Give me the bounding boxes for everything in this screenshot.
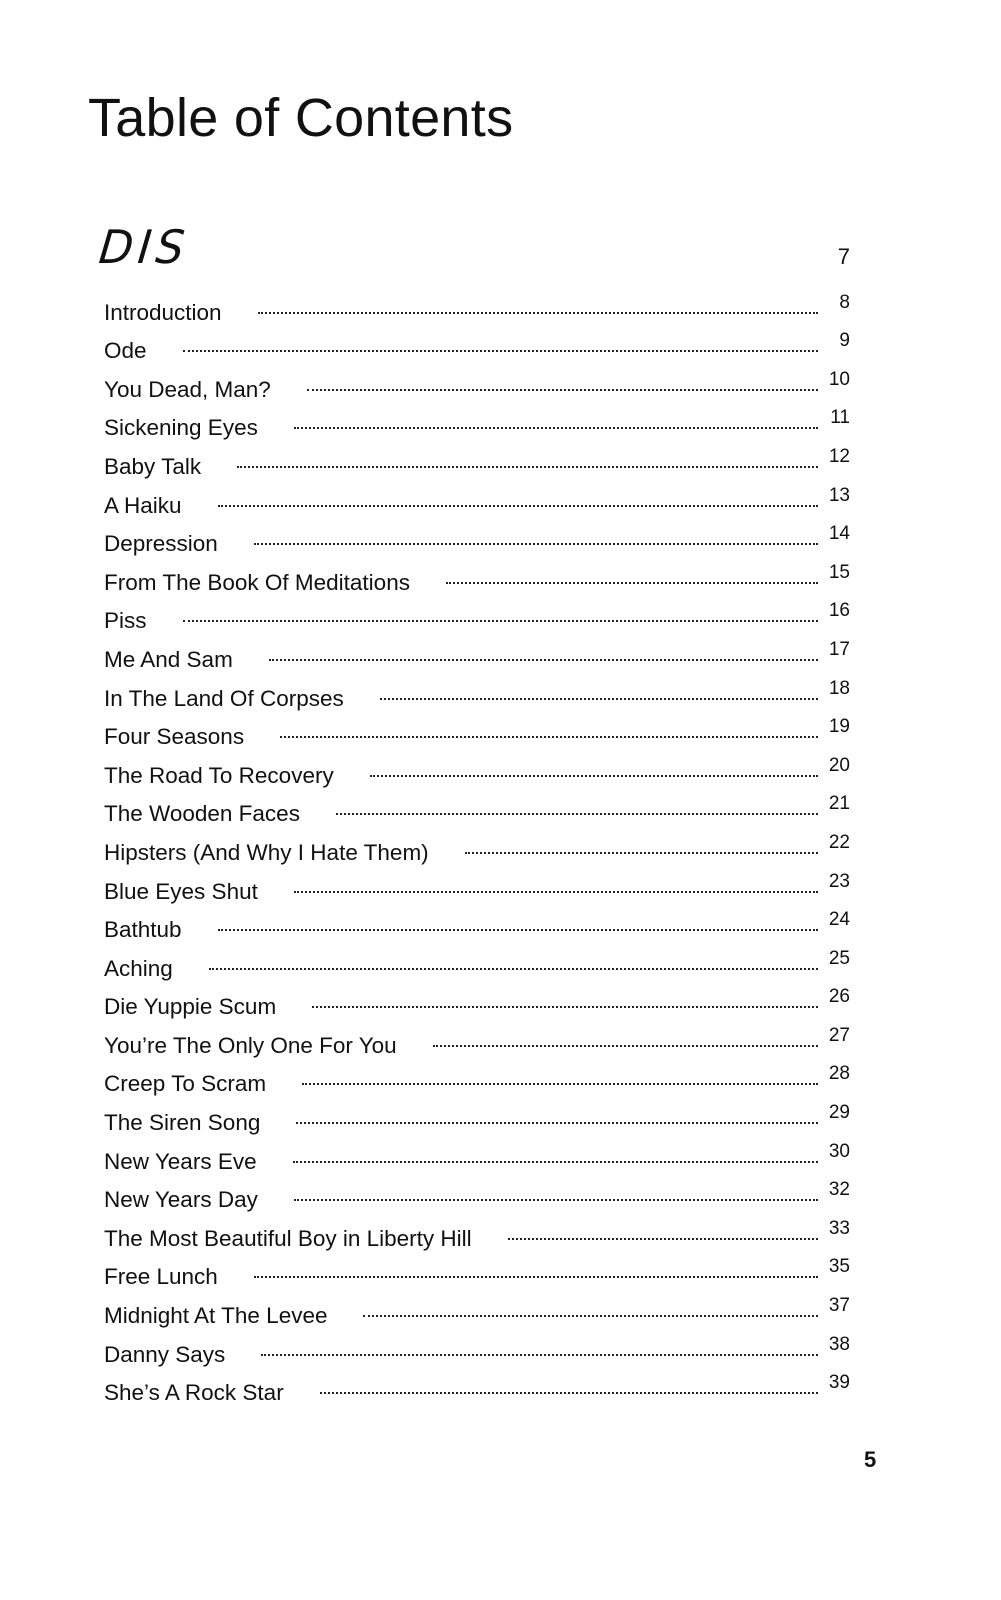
dot-leader — [280, 736, 818, 738]
dot-leader — [254, 543, 818, 545]
toc-entry — [104, 674, 850, 713]
dot-leader — [294, 1199, 818, 1201]
dot-leader — [465, 852, 818, 854]
toc-entry-title: She’s A Rock Star — [104, 1380, 284, 1406]
toc-entry — [104, 1060, 850, 1099]
dot-leader — [258, 312, 818, 314]
toc-entry-title: Introduction — [104, 299, 222, 325]
toc-entry-title: Midnight At The Levee — [104, 1303, 328, 1329]
toc-entry-page: 25 — [828, 947, 850, 969]
dot-leader — [218, 929, 818, 931]
dot-leader — [261, 1354, 818, 1356]
toc-entry — [104, 983, 850, 1022]
dot-leader — [294, 427, 818, 429]
toc-entry-title: A Haiku — [104, 492, 182, 518]
toc-entry — [104, 327, 850, 366]
dot-leader — [209, 968, 818, 970]
toc-entry-page: 15 — [828, 561, 850, 583]
toc-entry — [104, 365, 850, 404]
toc-entry-page: 21 — [828, 793, 850, 815]
toc-entry — [104, 1176, 850, 1215]
toc-entry-page: 12 — [828, 445, 850, 467]
toc-entry-page: 28 — [828, 1063, 850, 1085]
toc-entry — [104, 1098, 850, 1137]
page-title: Table of Contents — [88, 88, 514, 148]
toc-entry-title: Free Lunch — [104, 1264, 218, 1290]
toc-entry — [104, 1291, 850, 1330]
toc-entry-title: Four Seasons — [104, 724, 245, 750]
toc-entry — [104, 404, 850, 443]
toc-entry-page: 8 — [839, 291, 850, 313]
toc-entry-page: 24 — [828, 909, 850, 931]
toc-entry — [104, 597, 850, 636]
toc-entry-page: 9 — [839, 330, 850, 352]
toc-entry — [104, 713, 850, 752]
toc-entry — [104, 1214, 850, 1253]
toc-entry — [104, 520, 850, 559]
dot-leader — [183, 350, 818, 352]
toc-entry — [104, 1137, 850, 1176]
dot-leader — [293, 1161, 818, 1163]
toc-entry — [104, 481, 850, 520]
toc-entry-page: 13 — [828, 484, 850, 506]
toc-entry-title: Bathtub — [104, 917, 182, 943]
toc-entry-page: 30 — [828, 1140, 850, 1162]
dot-leader — [183, 620, 818, 622]
toc-entry-title: Sickening Eyes — [104, 415, 258, 441]
dot-leader — [508, 1238, 818, 1240]
toc-entry-title: The Road To Recovery — [104, 762, 334, 788]
toc-entry-title: Blue Eyes Shut — [104, 878, 258, 904]
toc-entry — [104, 1330, 850, 1369]
toc-entry-title: Depression — [104, 531, 218, 557]
toc-entry-title: Hipsters (And Why I Hate Them) — [104, 839, 429, 865]
toc-entry — [104, 1369, 850, 1408]
toc-entry-title: Baby Talk — [104, 453, 202, 479]
toc-entry-title: The Most Beautiful Boy in Liberty Hill — [104, 1225, 472, 1251]
toc-entry-page: 22 — [828, 831, 850, 853]
toc-entry-title: New Years Eve — [104, 1148, 257, 1174]
dot-leader — [218, 505, 818, 507]
toc-entry-page: 33 — [828, 1217, 850, 1239]
toc-entry — [104, 906, 850, 945]
toc-entry — [104, 867, 850, 906]
toc-entry-page: 23 — [828, 870, 850, 892]
toc-entry-page: 10 — [828, 368, 850, 390]
toc-entry-page: 19 — [828, 716, 850, 738]
toc-entry-page: 38 — [828, 1333, 850, 1355]
toc-entry-page: 27 — [828, 1024, 850, 1046]
toc-list — [104, 288, 850, 1407]
toc-entry-title: Ode — [104, 338, 147, 364]
dot-leader — [370, 775, 818, 777]
toc-entry — [104, 751, 850, 790]
toc-entry-page: 17 — [828, 638, 850, 660]
toc-entry-page: 35 — [828, 1256, 850, 1278]
section-page-number: 7 — [837, 244, 850, 269]
dot-leader — [363, 1315, 818, 1317]
toc-entry-page: 37 — [828, 1295, 850, 1317]
toc-entry-title: New Years Day — [104, 1187, 258, 1213]
toc-entry-title: Me And Sam — [104, 646, 233, 672]
page-number: 5 — [864, 1447, 877, 1472]
toc-entry — [104, 790, 850, 829]
toc-entry-page: 16 — [828, 600, 850, 622]
dot-leader — [320, 1392, 818, 1394]
dot-leader — [336, 813, 818, 815]
toc-entry-page: 32 — [828, 1179, 850, 1201]
toc-entry — [104, 1253, 850, 1292]
toc-entry — [104, 1021, 850, 1060]
toc-entry-title: Piss — [104, 608, 147, 634]
toc-entry — [104, 828, 850, 867]
toc-entry-title: Aching — [104, 955, 173, 981]
toc-entry-title: In The Land Of Corpses — [104, 685, 344, 711]
toc-entry — [104, 442, 850, 481]
dot-leader — [294, 891, 818, 893]
dot-leader — [446, 582, 818, 584]
toc-entry-title: From The Book Of Meditations — [104, 569, 410, 595]
dot-leader — [433, 1045, 818, 1047]
toc-entry-page: 14 — [828, 523, 850, 545]
toc-entry-page: 29 — [828, 1102, 850, 1124]
toc-entry — [104, 635, 850, 674]
dot-leader — [380, 698, 818, 700]
toc-entry-page: 11 — [830, 407, 850, 429]
toc-entry — [104, 558, 850, 597]
dot-leader — [307, 389, 818, 391]
toc-entry-page: 39 — [828, 1372, 850, 1394]
toc-entry-title: Creep To Scram — [104, 1071, 267, 1097]
dot-leader — [302, 1083, 818, 1085]
toc-entry-page: 20 — [828, 754, 850, 776]
dot-leader — [254, 1276, 818, 1278]
toc-entry-title: You Dead, Man? — [104, 376, 271, 402]
toc-entry-title: The Siren Song — [104, 1110, 261, 1136]
toc-entry-page: 26 — [828, 986, 850, 1008]
section-title: DIS — [96, 220, 192, 275]
dot-leader — [237, 466, 818, 468]
toc-entry-title: Die Yuppie Scum — [104, 994, 277, 1020]
toc-entry-page: 18 — [828, 677, 850, 699]
section-heading — [96, 220, 854, 282]
toc-entry-title: Danny Says — [104, 1341, 226, 1367]
toc-entry — [104, 288, 850, 327]
dot-leader — [296, 1122, 818, 1124]
dot-leader — [312, 1006, 818, 1008]
toc-entry-title: The Wooden Faces — [104, 801, 300, 827]
toc-entry-title: You’re The Only One For You — [104, 1032, 397, 1058]
toc-entry — [104, 944, 850, 983]
dot-leader — [269, 659, 818, 661]
